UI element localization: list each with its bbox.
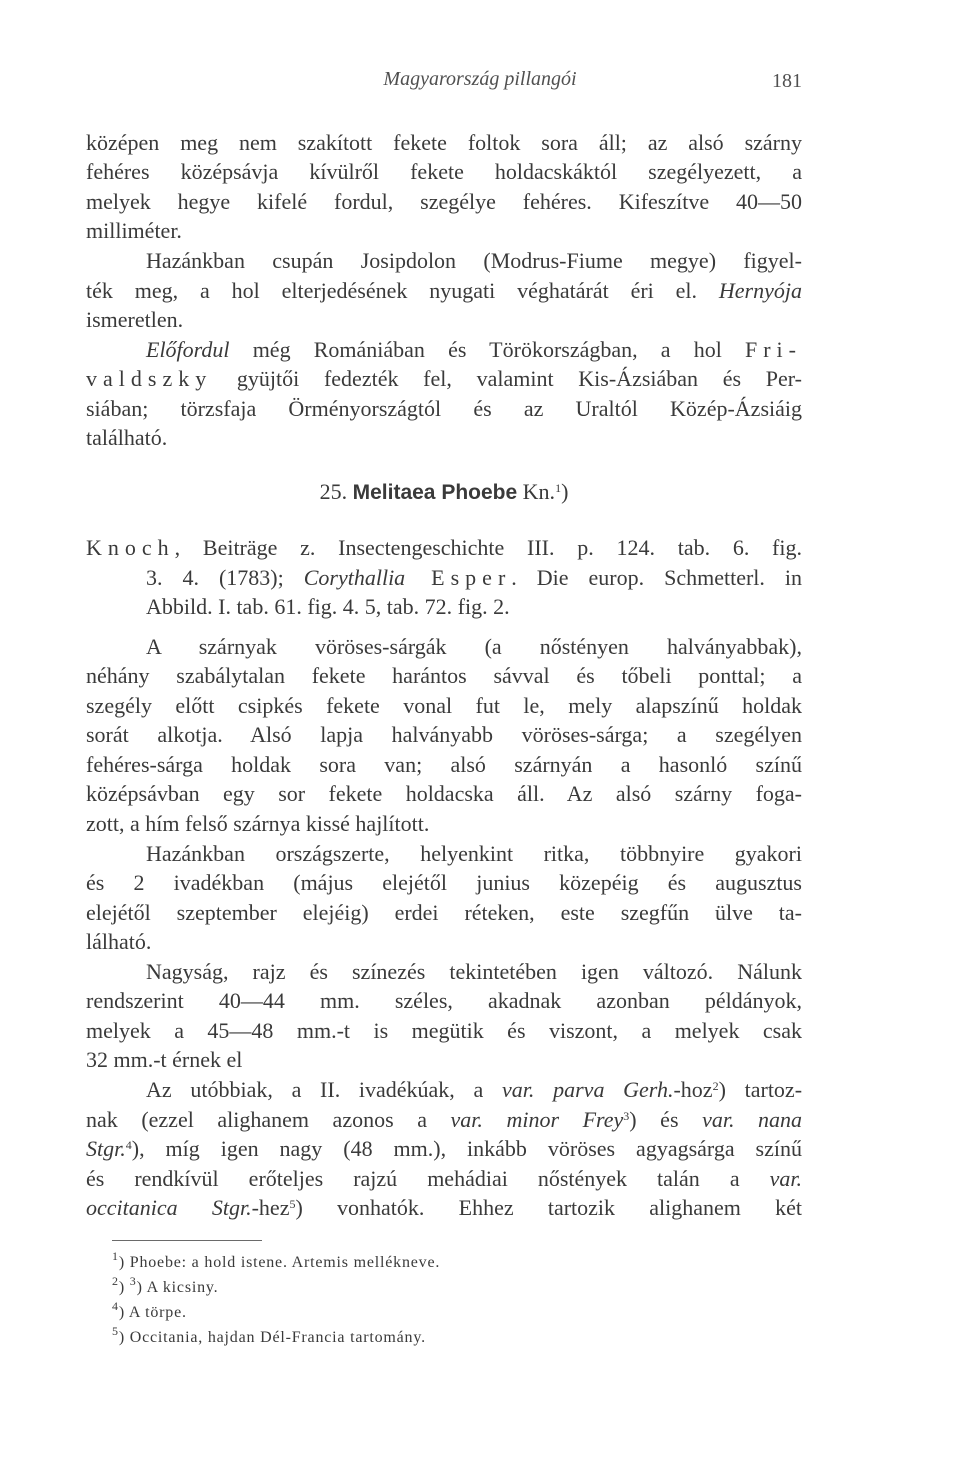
text-line: 32 mm.-t érnek el <box>86 1047 243 1072</box>
italic-term: Előfordul <box>146 337 230 362</box>
footnote: $^4$) A törpe. <box>112 1299 187 1321</box>
text-line: valdszky gyüjtői fedezték fel, valamint Kis-Ázsiában és Per- <box>86 366 802 391</box>
italic-term: occitanica Stgr. <box>86 1195 252 1220</box>
footnote-ref: 1 <box>555 481 562 495</box>
text-line: Hazánkban csupán Josipdolon (Modrus-Fiume megye) figyel- <box>146 248 802 273</box>
text-line: szegély előtt csipkés fekete vonal fut le, mely alapszínű holdak <box>86 693 802 718</box>
footnote: $^2$) $^3$) A kicsiny. <box>112 1274 219 1296</box>
spaced-name: Esper <box>405 565 512 590</box>
text-line: és rendkívül erőteljes rajzú mehádiai nőstények talán a var. <box>86 1166 802 1191</box>
italic-term: var. nana <box>702 1107 803 1132</box>
footnote: $^1$) Phoebe: a hold istene. Artemis melléknevе. <box>112 1249 441 1271</box>
italic-term: var. parva Gerh. <box>502 1077 674 1102</box>
reference-line: Knoch, Beiträge z. Insectengeschichte III. p. 124. tab. 6. fig. <box>86 535 802 560</box>
text-line: occitanica Stgr.-hez$^5$) vonhatók. Ehhez tartozik alighanem két <box>86 1195 802 1220</box>
spaced-name: valdszky <box>86 366 213 391</box>
footnote-ref: 3 <box>623 1109 630 1123</box>
text-line: Nagyság, rajz és színezés tekintetében igen változó. Nálunk <box>146 959 802 984</box>
spaced-name: Fri- <box>745 337 802 362</box>
text-line: ték meg, a hol elterjedésének nyugati véghatárát éri el. Hernyója <box>86 278 802 303</box>
text-line: lálható. <box>86 929 152 954</box>
italic-term: var. minor Frey <box>450 1107 624 1132</box>
spaced-name: Knoch <box>86 535 175 560</box>
text-line: nak (ezzel alighanem azonos a var. minor Frey$^3$) és var. nana <box>86 1107 803 1132</box>
text-line: néhány szabálytalan fekete harántos sávval és tőbeli ponttal; a <box>86 663 802 688</box>
text-line: siában; törzsfaja Örményországtól és az Uraltól Közép-Ázsiáig <box>86 396 802 421</box>
footnote-ref: 5 <box>289 1197 296 1211</box>
running-header-title: Magyarország pillangói <box>383 68 577 90</box>
text-line: és 2 ivadékban (május elejétől junius közepéig és augusztus <box>86 870 802 895</box>
text-line: középen meg nem szakított fekete foltok sora áll; az alsó szárny <box>86 130 802 155</box>
italic-term: Stgr. <box>86 1136 126 1161</box>
text-line: Stgr.$^4$), míg igen nagy (48 mm.), inkább vöröses agyagsárga színű <box>86 1136 802 1161</box>
text-line: melyek a 45—48 mm.-t is megütik és viszont, a melyek csak <box>86 1018 802 1043</box>
text-line: ismeretlen. <box>86 307 184 332</box>
reference-line: Abbild. I. tab. 61. fig. 4. 5, tab. 72. fig. 2. <box>146 594 510 619</box>
footnote-divider <box>112 1240 262 1241</box>
text-line: rendszerint 40—44 mm. széles, akadnak azonban példányok, <box>86 988 802 1013</box>
text-line: középsávban egy sor fekete holdacska áll. Az alsó szárny foga- <box>86 781 802 806</box>
text-line: A szárnyak vöröses-sárgák (a nőstényen halványabbak), <box>146 634 802 659</box>
species-heading: 25. Melitaea Phoebe Kn.$^1$) <box>319 479 569 504</box>
text-line: melyek hegye kifelé fordul, szegélye fehéres. Kifeszítve 40—50 <box>86 189 802 214</box>
species-name: Melitaea Phoebe <box>352 481 518 504</box>
text-line: sorát alkotja. Alsó lapja halványabb vöröses-sárga; a szegélyen <box>86 722 802 747</box>
text-line: fehéres középsávja kívülről fekete holdacskáktól szegélyezett, a <box>86 159 802 184</box>
page-number: 181 <box>772 70 802 92</box>
text-line: fehéres-sárga holdak sora van; alsó szárnyán a hasonló színű <box>86 752 802 777</box>
italic-term: var. <box>769 1166 802 1191</box>
text-line: Hazánkban országszerte, helyenkint ritka, többnyire gyakori <box>146 841 802 866</box>
text-line: elejétől szeptember elejéig) erdei réteken, este szegfűn ülve ta- <box>86 900 802 925</box>
footnote-ref: 4 <box>125 1138 132 1152</box>
text-line: milliméter. <box>86 218 182 243</box>
reference-line: 3. 4. (1783); Corythallia Esper. Die europ. Schmetterl. in <box>146 565 803 590</box>
italic-term: Corythallia <box>303 565 406 590</box>
text-line: zott, a hím felső szárnya kissé hajlított. <box>86 811 430 836</box>
italic-term: Hernyója <box>718 278 802 303</box>
text-line: Az utóbbiak, a II. ivadékúak, a var. parva Gerh.-hoz$^2$) tartoz- <box>146 1077 803 1102</box>
footnote: $^5$) Occitania, hajdan Dél-Francia tartomány. <box>112 1324 426 1346</box>
text-line: található. <box>86 425 168 450</box>
footnote-ref: 2 <box>712 1079 719 1093</box>
text-line: Előfordul még Romániában és Törökországban, a hol Fri- <box>146 337 802 362</box>
